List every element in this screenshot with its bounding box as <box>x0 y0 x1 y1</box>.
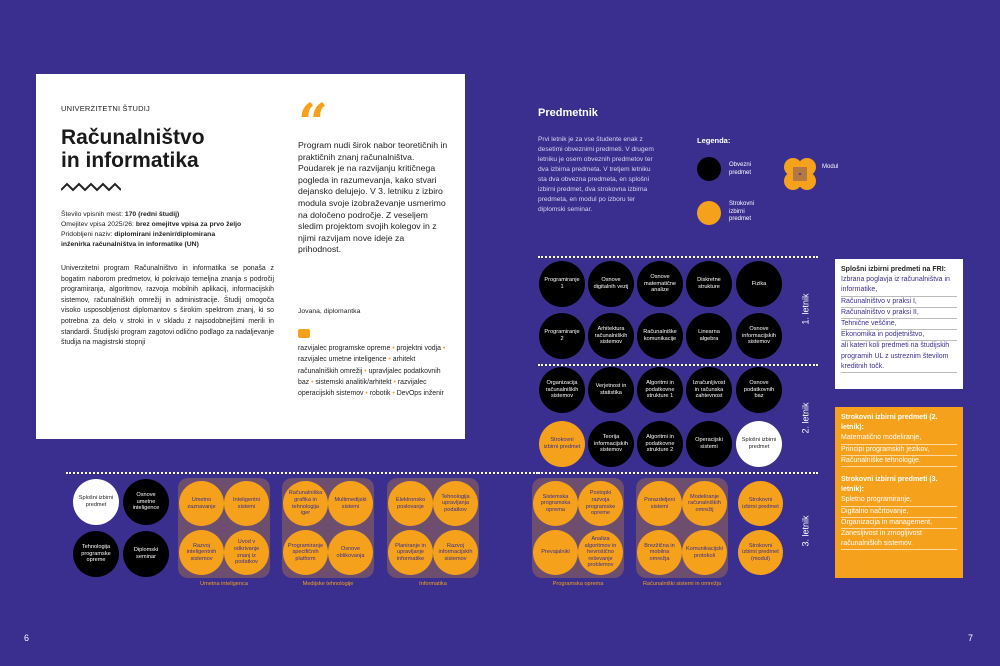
professional-electives-list-3 <box>841 495 957 550</box>
module-course-circle: Računalniška grafika in tehnologija iger <box>283 481 328 526</box>
career-item: razvijalec programske opreme <box>298 345 391 352</box>
divider <box>538 472 818 474</box>
testimonial-quote: Program nudi širok nabor teoretičnih in praktičnih znanj računalništva. Poudarek je na razvijanju kritičnega pogleda in razumevanja, kako stvari dejansko delujejo. V 3. letniku z izbiro modula svoje izobraževanje usmerimo na določeno področje. Z veseljem sledim projektom svojih kolegov in z njimi razvijam nove ideje za prihodnost. <box>298 140 448 255</box>
module-label: Računalniški sistemi in omrežja <box>642 581 722 587</box>
section-title: Predmetnik <box>538 107 598 119</box>
module-course-circle: Porazdeljeni sistemi <box>637 481 682 526</box>
list-item: Matematično modeliranje, <box>841 433 957 444</box>
course-circle: Tehnologija programske opreme <box>73 531 119 577</box>
professional-electives-title-2: Strokovni izbirni predmeti (2. letnik): <box>841 414 938 432</box>
career-item: arhitekt računalniških omrežij <box>298 356 416 375</box>
course-circle: Algoritmi in podatkovne strukture 2 <box>637 421 683 467</box>
module-course-circle: Uvod v odkrivanje znanj iz podatkov <box>224 530 269 575</box>
bullet-icon: • <box>390 390 397 398</box>
divider <box>538 256 818 258</box>
year-1-label: 1. letnik <box>800 293 811 325</box>
professional-electives-title-3: Strokovni izbirni predmeti (3. letnik): <box>841 476 938 494</box>
bullet-icon: • <box>390 345 397 352</box>
career-item: razvijalec umetne inteligence <box>298 356 387 364</box>
module-course-circle: Elektronsko poslovanje <box>388 481 433 526</box>
module-course-circle: Osnove oblikovanja <box>328 530 373 575</box>
course-circle: Računalniške komunikacije <box>637 313 683 359</box>
general-elective-circle: Splošni izbirni predmet <box>73 479 119 525</box>
legend-elective-swatch <box>697 201 721 225</box>
divider <box>538 364 818 366</box>
course-circle: Osnove informacijskih sistemov <box>736 313 782 359</box>
course-circle: Teorija informacijskih sistemov <box>588 421 634 467</box>
legend-elective-label: Strokovni izbirni predmet <box>729 201 755 222</box>
testimonial-author: Jovana, diplomantka <box>298 308 361 315</box>
zigzag-decoration-icon <box>61 182 121 192</box>
course-circle: Algoritmi in podatkovne strukture 1 <box>637 367 683 413</box>
module-label: Medijske tehnologije <box>302 581 354 587</box>
course-circle: Linearna algebra <box>686 313 732 359</box>
list-item: Organizacija in management, <box>841 518 957 529</box>
course-circle: Diskretne strukture <box>686 261 732 307</box>
legend-mandatory-swatch <box>697 157 721 181</box>
list-item: Računalniške tehnologije. <box>841 456 957 467</box>
module-course-circle: Tehnologija upravljanja podatkov <box>433 481 478 526</box>
course-circle: Diplomski seminar <box>123 531 169 577</box>
career-item: upravljalec podatkovnih baz <box>298 367 441 386</box>
module-course-circle: Prevajalniki <box>533 530 578 575</box>
legend-module-icon <box>783 157 817 191</box>
elective-circle: Strokovni izbirni predmet (modul) <box>738 530 783 575</box>
course-circle: Organizacija računalniških sistemov <box>539 367 585 413</box>
bullet-icon: • <box>363 390 370 398</box>
module-label: Informatika <box>419 581 447 587</box>
places-value: 170 (redni študij) <box>124 211 180 218</box>
list-item: Računalništvo v praksi I, <box>841 297 957 308</box>
course-circle: Programiranje 1 <box>539 261 585 307</box>
list-item: ali kateri koli predmeti na študijskih programih UL z ustreznim številom kreditnih točk. <box>841 341 957 373</box>
title-line-2: in informatika <box>61 149 199 172</box>
degree-value-1: diplomirani inženir/diplomirana <box>114 231 216 238</box>
list-item: Ekonomika in podjetništvo, <box>841 330 957 341</box>
program-info-card <box>36 74 465 439</box>
course-circle: Operacijski sistemi <box>686 421 732 467</box>
module-course-circle: Razvoj informacijskih sistemov <box>433 530 478 575</box>
module-course-circle: Planiranje in upravljanje informatike <box>388 530 433 575</box>
page-number-right: 7 <box>968 633 974 643</box>
degree-label: Pridobljeni naziv: <box>61 231 115 238</box>
course-circle: Osnove umetne inteligence <box>123 479 169 525</box>
list-item: Izbrana poglavja iz računalništva in informatike, <box>841 275 957 296</box>
list-item: Digitalno načrtovanje, <box>841 507 957 518</box>
module-label: Umetna inteligenca <box>200 581 248 587</box>
bullet-icon: • <box>309 378 316 386</box>
module-course-circle: Multimedijski sistemi <box>328 481 373 526</box>
places-label: Število vpisnih mest: <box>61 211 125 218</box>
module-course-circle: Brezžična in mobilna omrežja <box>637 530 682 575</box>
quote-mark-icon: “ <box>298 93 328 154</box>
module-course-circle: Razvoj inteligentnih sistemov <box>179 530 224 575</box>
section-description: Prvi letnik je za vse študente enak z desetimi obveznimi predmeti. V drugem letniku je osem obveznih predmetov ter dva izbirna predmeta. V tretjem letniku sta dva obvezna predmeta, en splošni izbirni predmet, dva strokovna izbirna predmeta, en modul po izboru ter diplomski seminar. <box>538 136 654 213</box>
degree-value-2: inženirka računalništva in informatike (UN) <box>61 241 199 248</box>
general-elective-circle: Splošni izbirni predmet <box>736 421 782 467</box>
course-circle: Osnove podatkovnih baz <box>736 367 782 413</box>
professional-electives-list-2 <box>841 433 957 467</box>
course-circle: Osnove matematične analize <box>637 261 683 307</box>
bullet-icon: • <box>386 356 393 364</box>
course-circle: Osnove digitalnih vezij <box>588 261 634 307</box>
module-course-circle: Programiranje specifičnih platform <box>283 530 328 575</box>
legend-module-label: Modul <box>822 164 839 170</box>
page-number-left: 6 <box>24 633 30 643</box>
program-title <box>61 126 205 172</box>
kicker: UNIVERZITETNI ŠTUDIJ <box>61 104 151 113</box>
course-circle: Programiranje 2 <box>539 313 585 359</box>
career-list <box>298 343 453 399</box>
limit-value: brez omejitve vpisa za prvo želj​o <box>135 221 242 228</box>
module-label: Programska oprema <box>552 581 604 587</box>
year-2-label: 2. letnik <box>800 402 811 434</box>
year-3-label: 3. letnik <box>800 515 811 547</box>
professional-electives-box <box>835 407 963 578</box>
career-item: robotik <box>369 390 391 398</box>
career-item: projektni vodja <box>396 345 441 352</box>
list-item: Zanesljivost in zmogljivost računalniških sistemov. <box>841 529 957 550</box>
module-course-circle: Sistemska programska oprema <box>533 481 578 526</box>
module-course-circle: Komunikacijski protokoli <box>682 530 727 575</box>
general-electives-box <box>835 259 963 389</box>
elective-circle: Strokovni izbirni predmet <box>539 421 585 467</box>
list-item: Tehnične veščine, <box>841 319 957 330</box>
program-description: Univerzitetni program Računalništvo in informatika se ponaša z bogatim naborom predmetov, ki pokrivajo temeljna znanja s področij programiranja, algoritmov, razvoja mobilnih aplikacij, informacijskih sistemov, računalniških omrežij in administracije. Študij omogoča visoko usposobljenost diplomantov s širokim spektrom znanj, ki so potrebna za delo v stroki in v skladu z najsodobnejšimi merili in standardi. Študijski program zagotovi odlično podlago za nadaljevanje študija na magistrski stopnji <box>61 265 274 347</box>
course-circle: Fizika <box>736 261 782 307</box>
general-electives-title: Splošni izbirni predmeti na FRI: <box>841 266 947 273</box>
course-circle: Izračunljivost in računska zahtevnost <box>686 367 732 413</box>
list-item: Principi programskih jezikov, <box>841 445 957 456</box>
legend-mandatory-label: Obvezni predmet <box>729 162 752 176</box>
module-course-circle: Inteligentni sistemi <box>224 481 269 526</box>
course-circle: Arhitektura računalniških sistemov <box>588 313 634 359</box>
module-course-circle: Modeliranje računalniških omrežij <box>682 481 727 526</box>
elective-circle: Strokovni izbirni predmet <box>738 481 783 526</box>
career-item: sistemski analitik/arhitekt <box>315 378 392 386</box>
career-item: razvijalec operacijskih sistemov <box>298 378 427 398</box>
module-course-circle: Umetno zaznavanje <box>179 481 224 526</box>
title-line-1: Računalništvo <box>61 126 205 149</box>
program-facts <box>61 210 276 250</box>
career-item: DevOps inženir <box>396 390 444 398</box>
module-course-circle: Postopki razvoja programske opreme <box>578 481 623 526</box>
list-item: Računalništvo v praksi II, <box>841 308 957 319</box>
bullet-icon: • <box>391 378 398 386</box>
divider <box>66 472 538 474</box>
general-electives-list <box>841 275 957 373</box>
course-circle: Verjetnost in statistika <box>588 367 634 413</box>
module-course-circle: Analiza algoritmov in hevristično reševanje problemov <box>578 530 623 575</box>
briefcase-icon <box>298 329 310 338</box>
bullet-icon: • <box>440 345 446 352</box>
legend-title: Legenda: <box>697 136 731 145</box>
limit-label: Omejitev vpisa 2025/26: <box>61 221 136 228</box>
list-item: Spletno programiranje, <box>841 495 957 506</box>
bullet-icon: • <box>362 367 369 375</box>
